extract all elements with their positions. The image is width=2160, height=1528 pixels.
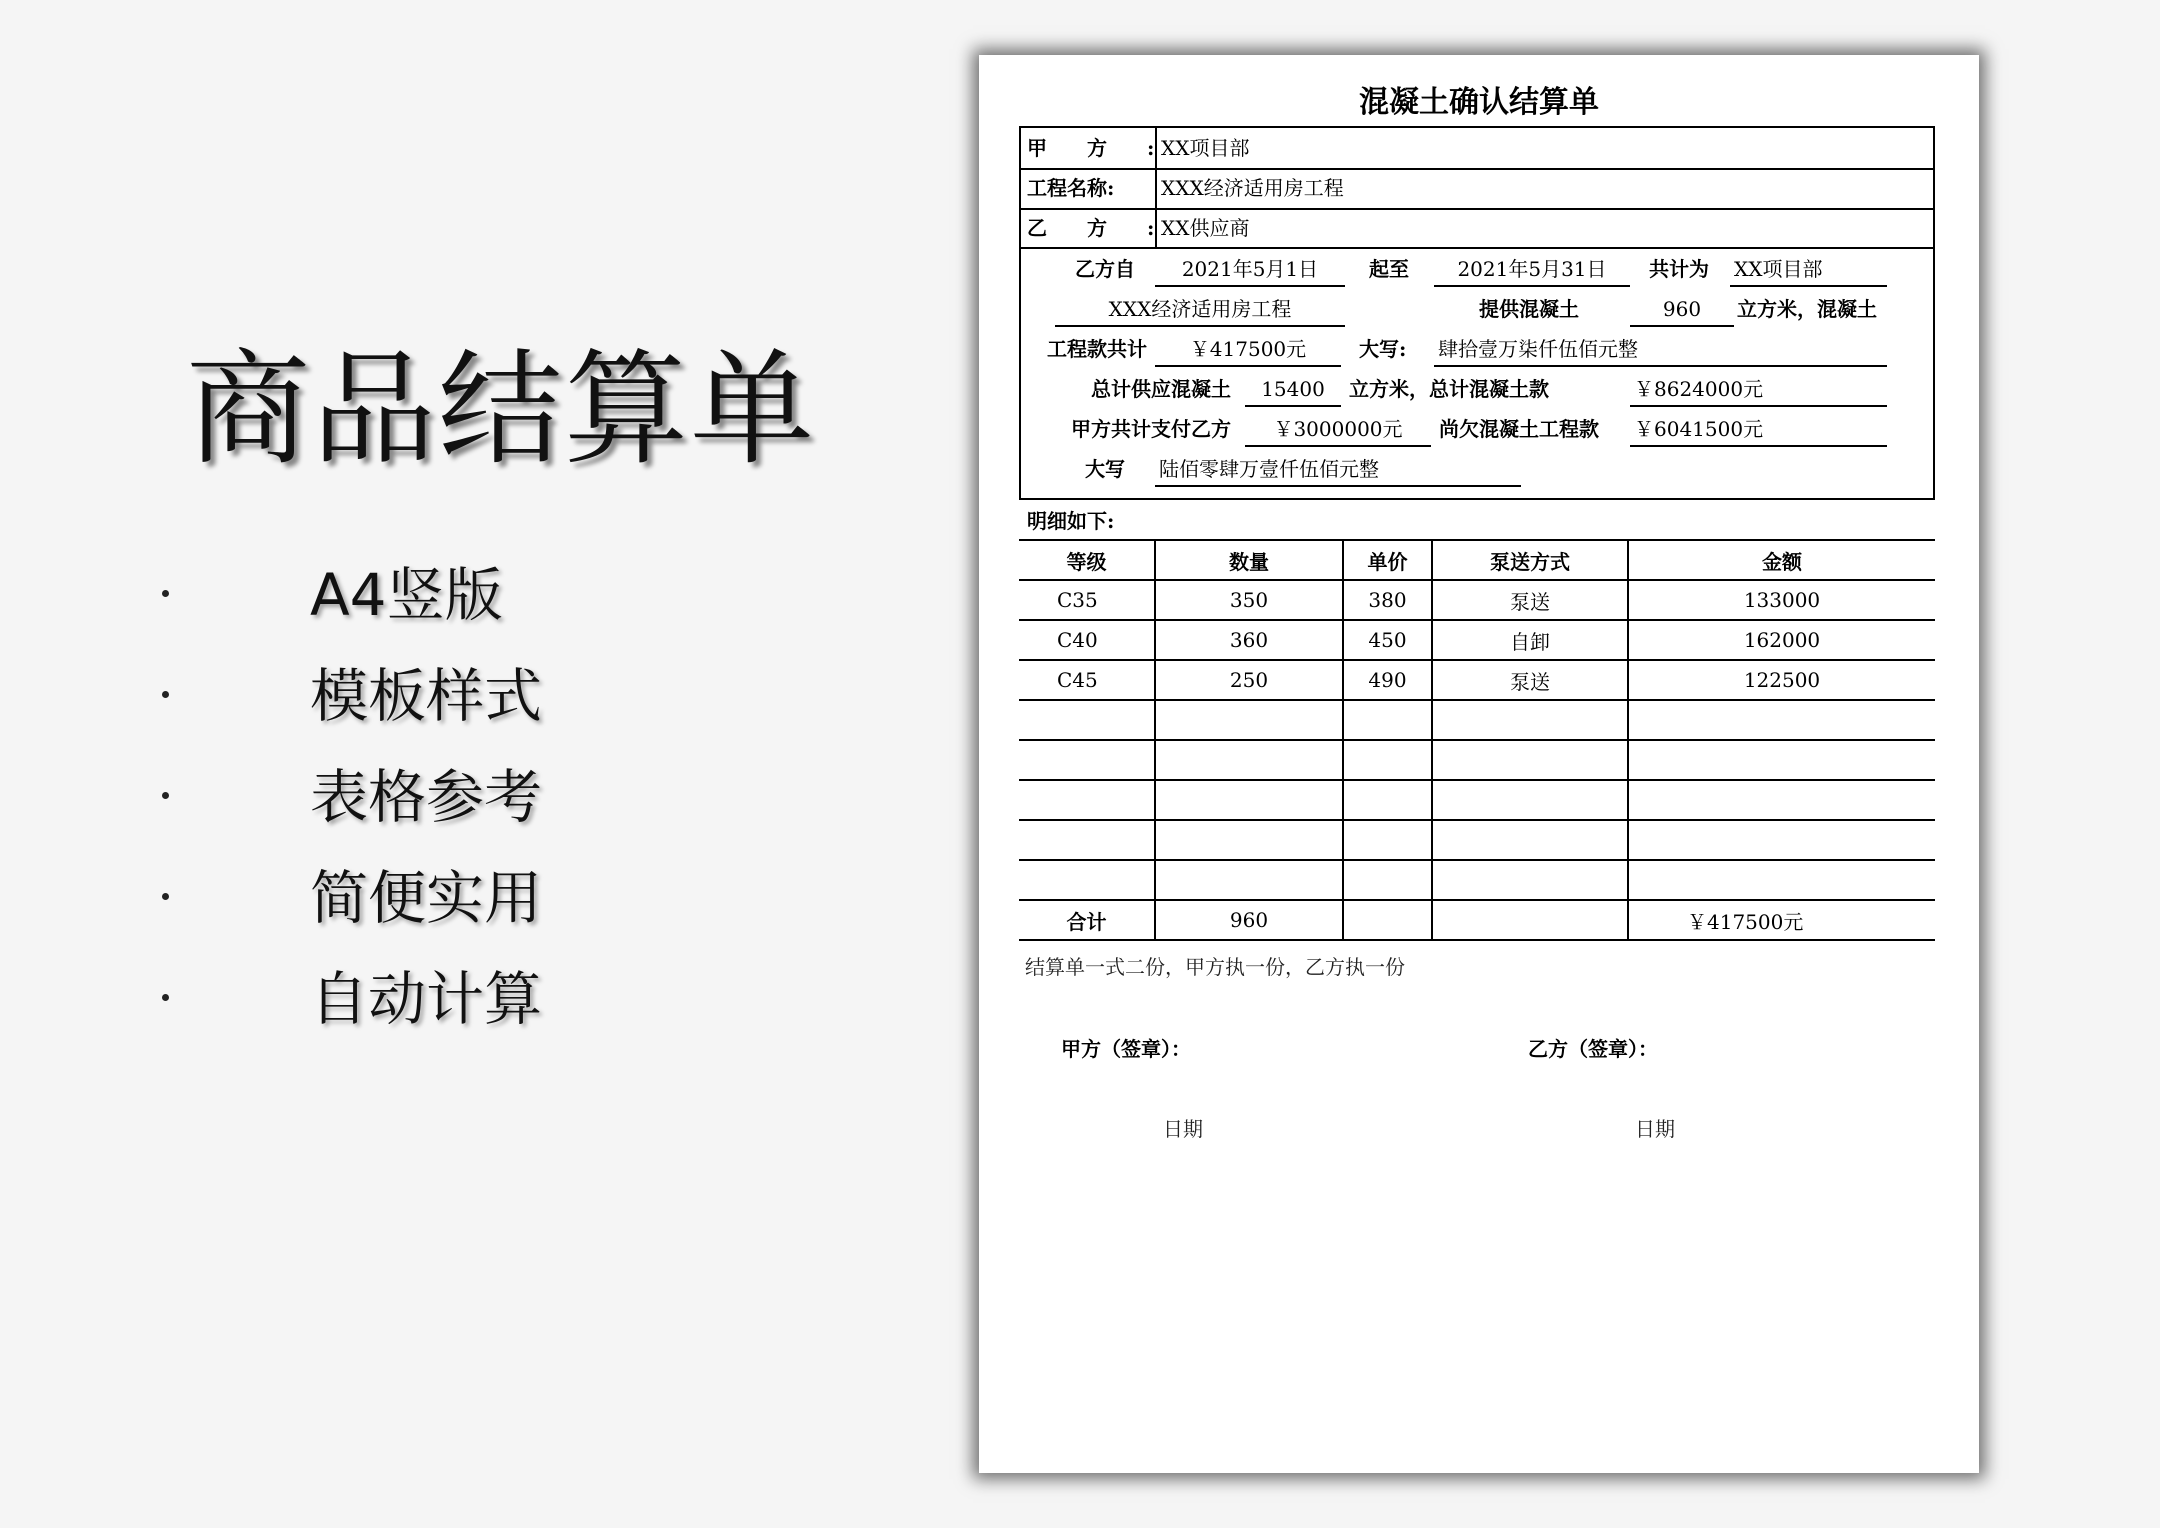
- party-label: 甲 方 :: [1021, 128, 1157, 168]
- owed-value: ￥6041500元: [1630, 411, 1887, 447]
- party-a-date: 日期: [1163, 1117, 1203, 1141]
- column-header: 泵送方式: [1432, 540, 1628, 580]
- detail-table: [1019, 539, 1935, 941]
- cell-grade: C40: [1019, 620, 1155, 660]
- table-header-row: [1019, 540, 1935, 580]
- cell-method: 泵送: [1432, 580, 1628, 620]
- party-value: XX供应商: [1161, 216, 1250, 240]
- party-value: XXX经济适用房工程: [1161, 176, 1344, 200]
- upper-label: 大写:: [1359, 337, 1407, 361]
- party-label: 乙 方 :: [1021, 208, 1157, 248]
- supply-label: 提供混凝土: [1479, 297, 1579, 321]
- unit-label: 立方米，混凝土: [1737, 297, 1877, 321]
- recipient-label: 共计为: [1649, 257, 1709, 281]
- cell-price: 450: [1343, 620, 1432, 660]
- to-label: 起至: [1369, 257, 1409, 281]
- total-amount: ￥417500元: [1628, 900, 1935, 940]
- total-payment-value: ￥8624000元: [1630, 371, 1887, 407]
- cell-amount: 162000: [1628, 620, 1935, 660]
- party-label: 工程名称:: [1021, 168, 1157, 208]
- table-total-row: [1019, 900, 1935, 940]
- document-title: 混凝土确认结算单: [1359, 85, 1599, 120]
- total-supply-value: 15400: [1245, 371, 1341, 407]
- total-label: 合计: [1019, 900, 1155, 940]
- table-row: [1019, 620, 1935, 660]
- paid-value: ￥3000000元: [1245, 411, 1431, 447]
- bullet-dot-icon: [162, 590, 169, 597]
- paid-label: 甲方共计支付乙方: [1071, 417, 1231, 441]
- parties-box: [1019, 126, 1935, 249]
- cell-qty: 250: [1155, 660, 1343, 700]
- cell-qty: 360: [1155, 620, 1343, 660]
- party-value: XX项目部: [1161, 136, 1250, 160]
- table-row-empty: [1019, 700, 1935, 740]
- cell-method: 自卸: [1432, 620, 1628, 660]
- project-value: XXX经济适用房工程: [1055, 291, 1345, 327]
- table-row-empty: [1019, 740, 1935, 780]
- total-qty: 960: [1155, 900, 1343, 940]
- total-supply-label: 总计供应混凝土: [1091, 377, 1231, 401]
- from-label: 乙方自: [1075, 257, 1135, 281]
- bullet-dot-icon: [162, 792, 169, 799]
- total-cost-label: 工程款共计: [1047, 337, 1147, 361]
- cell-price: 380: [1343, 580, 1432, 620]
- owed-label: 尚欠混凝土工程款: [1439, 417, 1599, 441]
- column-header: 金额: [1628, 540, 1935, 580]
- table-row-empty: [1019, 860, 1935, 900]
- column-header: 等级: [1019, 540, 1155, 580]
- recipient-value: XX项目部: [1730, 251, 1887, 287]
- cell-amount: 133000: [1628, 580, 1935, 620]
- party-b-signature: 乙方（签章）：: [1528, 1037, 1658, 1061]
- party-b-date: 日期: [1635, 1117, 1675, 1141]
- cell-price: 490: [1343, 660, 1432, 700]
- table-row: [1019, 660, 1935, 700]
- column-header: 单价: [1343, 540, 1432, 580]
- end-date: 2021年5月31日: [1434, 251, 1630, 287]
- detail-label: 明细如下:: [1027, 509, 1115, 533]
- bullet-dot-icon: [162, 691, 169, 698]
- cell-method: 泵送: [1432, 660, 1628, 700]
- promo-title: 商品结算单: [186, 338, 817, 482]
- party-row: [1021, 208, 1933, 248]
- party-row: [1021, 128, 1933, 170]
- start-date: 2021年5月1日: [1155, 251, 1345, 287]
- cell-grade: C45: [1019, 660, 1155, 700]
- cell-qty: 350: [1155, 580, 1343, 620]
- bullet-dot-icon: [162, 994, 169, 1001]
- table-row-empty: [1019, 820, 1935, 860]
- settlement-note: 结算单一式二份，甲方执一份，乙方执一份: [1025, 955, 1405, 979]
- table-row-empty: [1019, 780, 1935, 820]
- cell-amount: 122500: [1628, 660, 1935, 700]
- bullet-dot-icon: [162, 893, 169, 900]
- table-row: [1019, 580, 1935, 620]
- party-row: [1021, 168, 1933, 210]
- supply-volume: 960: [1630, 291, 1734, 327]
- owed-upper-label: 大写: [1085, 457, 1125, 481]
- cell-grade: C35: [1019, 580, 1155, 620]
- total-cost-value: ￥417500元: [1155, 331, 1341, 367]
- document-page: [979, 55, 1979, 1473]
- total-payment-label: 立方米，总计混凝土款: [1349, 377, 1549, 401]
- column-header: 数量: [1155, 540, 1343, 580]
- party-a-signature: 甲方（签章）：: [1061, 1037, 1191, 1061]
- total-cost-upper: 肆拾壹万柒仟伍佰元整: [1434, 331, 1887, 367]
- owed-upper-value: 陆佰零肆万壹仟伍佰元整: [1155, 451, 1521, 487]
